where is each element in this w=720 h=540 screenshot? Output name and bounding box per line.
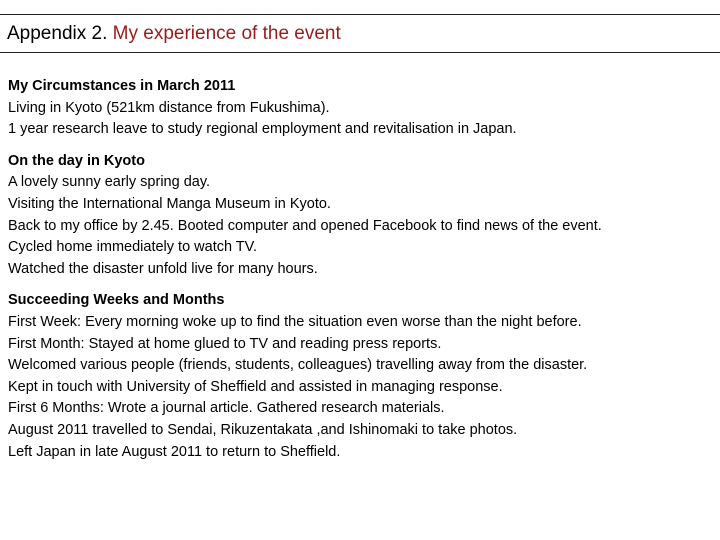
title-text: My experience of the event: [112, 23, 341, 44]
section-weeks-and-months: [8, 290, 712, 463]
document-body: [8, 76, 712, 473]
section-circumstances: [8, 76, 712, 141]
page-title: [7, 23, 341, 45]
title-band: [0, 14, 720, 53]
body-line: Welcomed various people (friends, students, colleagues) travelling away from the disaster.: [8, 357, 588, 374]
body-line: Living in Kyoto (521km distance from Fukushima).: [8, 99, 330, 116]
body-line: First Week: Every morning woke up to find the situation even worse than the night before.: [8, 313, 582, 330]
body-line: August 2011 travelled to Sendai, Rikuzentakata ,and Ishinomaki to take photos.: [8, 421, 518, 438]
body-line: Cycled home immediately to watch TV.: [8, 239, 258, 256]
section-heading: On the day in Kyoto: [8, 152, 145, 169]
body-line: First Month: Stayed at home glued to TV and reading press reports.: [8, 335, 442, 352]
body-line: Kept in touch with University of Sheffield and assisted in managing response.: [8, 378, 503, 395]
body-line: Watched the disaster unfold live for many hours.: [8, 260, 318, 277]
title-prefix: Appendix 2.: [7, 23, 113, 44]
body-line: Left Japan in late August 2011 to return to Sheffield.: [8, 443, 341, 460]
body-line: Back to my office by 2.45. Booted computer and opened Facebook to find news of the event.: [8, 217, 602, 234]
body-line: A lovely sunny early spring day.: [8, 174, 211, 191]
section-heading: Succeeding Weeks and Months: [8, 292, 225, 309]
body-line: First 6 Months: Wrote a journal article. Gathered research materials.: [8, 400, 445, 417]
body-line: Visiting the International Manga Museum in Kyoto.: [8, 195, 331, 212]
body-line: 1 year research leave to study regional employment and revitalisation in Japan.: [8, 121, 517, 138]
section-day-in-kyoto: [8, 151, 712, 281]
section-heading: My Circumstances in March 2011: [8, 78, 236, 94]
